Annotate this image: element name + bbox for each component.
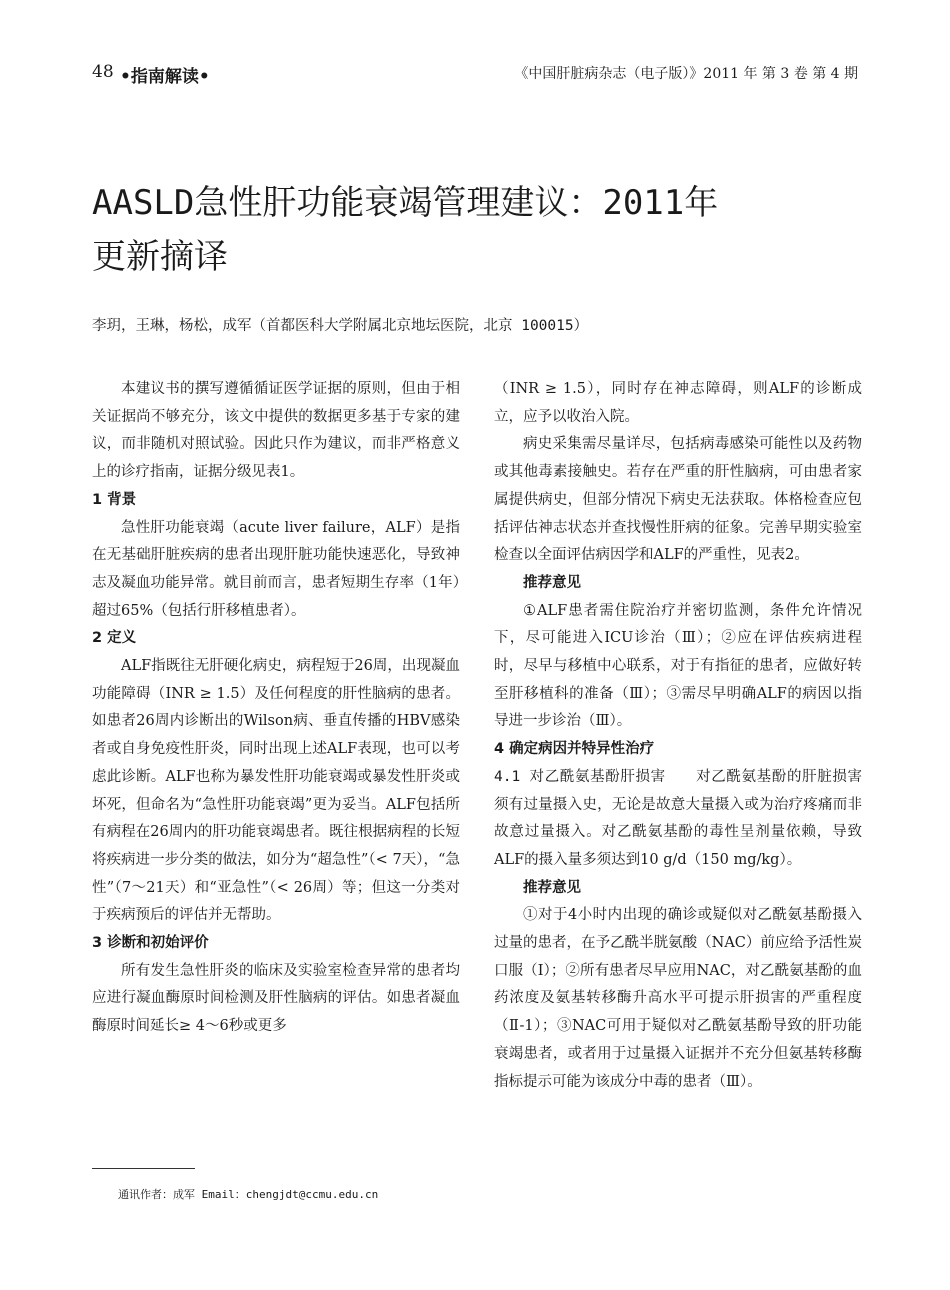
section-heading-diagnosis: 3 诊断和初始评价: [92, 935, 209, 952]
footnote-divider: [92, 1168, 195, 1169]
diagnosis-paragraph: 所有发生急性肝炎的临床及实验室检查异常的患者均应进行凝血酶原时间检测及肝性脑病的评估。如患者凝血酶原时间延长≥ 4～6秒或更多: [92, 962, 460, 1035]
section-heading-definition: 2 定义: [92, 630, 137, 647]
correspondence-footnote: 通讯作者：成军 Email：chengjdt@ccmu.edu.cn: [118, 1188, 379, 1201]
subsection-label: 4.1 对乙酰氨基酚肝损害: [494, 768, 666, 785]
intro-paragraph: 本建议书的撰写遵循循证医学证据的原则，但由于相关证据尚不够充分，该文中提供的数据更多基于专家的建议，而非随机对照试验。因此只作为建议，而非严格意义上的诊疗指南，证据分级见表1。: [92, 381, 460, 481]
section-heading-background: 1 背景: [92, 491, 137, 508]
recommendation-paragraph: ①ALF患者需住院治疗并密切监测，条件允许情况下，尽可能进入ICU诊治（Ⅲ）；②应在评估疾病进程时，尽早与移植中心联系，对于有指征的患者，应做好转至肝移植科的准备（Ⅲ）；③需尽早明确ALF的病因以指导进一步诊治（Ⅲ）。: [494, 602, 862, 730]
recommendation-heading: 推荐意见: [523, 879, 581, 896]
background-paragraph: 急性肝功能衰竭（acute liver failure，ALF）是指在无基础肝脏疾病的患者出现肝脏功能快速恶化，导致神志及凝血功能异常。就目前而言，患者短期生存率（1年）超过65%（包括行肝移植患者）。: [92, 519, 460, 619]
section-heading-etiology: 4 确定病因并特异性治疗: [494, 741, 655, 758]
page-number: 48: [92, 62, 114, 82]
definition-paragraph: ALF指既往无肝硬化病史，病程短于26周，出现凝血功能障碍（INR ≥ 1.5）及任何程度的肝性脑病的患者。如患者26周内诊断出的Wilson病、垂直传播的HBV感染者或自身免疫性肝炎，同时出现上述ALF表现，也可以考虑此诊断。ALF也称为暴发性肝功能衰竭或暴发性肝炎或坏死，但命名为“急性肝功能衰竭”更为妥当。ALF包括所有病程在26周内的肝功能衰竭患者。既往根据病程的长短将疾病进一步分类的做法，如分为“超急性”（< 7天），“急性”（7～21天）和“亚急性”（< 26周）等；但这一分类对于疾病预后的评估并无帮助。: [92, 658, 460, 924]
journal-citation: 《中国肝脏病杂志（电子版）》2011 年 第 3 卷 第 4 期: [514, 66, 858, 82]
subsection-text: 对乙酰氨基酚的肝脏损害须有过量摄入史，无论是故意大量摄入或为治疗疼痛而非故意过量摄入。对乙酰氨基酚的毒性呈剂量依赖，导致ALF的摄入量多须达到10 g/d（150 mg/kg）。: [494, 768, 863, 868]
section-label: •指南解读•: [120, 67, 210, 87]
recommendation-heading: 推荐意见: [523, 574, 581, 591]
recommendation-paragraph: ①对于4小时内出现的确诊或疑似对乙酰氨基酚摄入过量的患者，在予乙酰半胱氨酸（NAC）前应给予活性炭口服（Ⅰ）；②所有患者尽早应用NAC，对乙酰氨基酚的血药浓度及氨基转移酶升高水平可提示肝损害的严重程度（Ⅱ-1）；③NAC可用于疑似对乙酰氨基酚导致的肝功能衰竭患者，或者用于过量摄入证据并不充分但氨基转移酶指标提示可能为该成分中毒的患者（Ⅲ）。: [494, 907, 862, 1090]
acetaminophen-paragraph: [494, 764, 862, 875]
left-column: [92, 376, 460, 1041]
diagnosis-paragraph-continued: （INR ≥ 1.5），同时存在神志障碍，则ALF的诊断成立，应予以收治入院。: [494, 381, 862, 425]
article-title: AASLD急性肝功能衰竭管理建议：2011年更新摘译: [92, 183, 719, 277]
author-affiliation: 李玥，王琳，杨松，成军（首都医科大学附属北京地坛医院，北京 100015）: [92, 318, 589, 334]
right-column: [494, 376, 862, 1096]
running-header: [92, 62, 858, 86]
history-paragraph: 病史采集需尽量详尽，包括病毒感染可能性以及药物或其他毒素接触史。若存在严重的肝性脑病，可由患者家属提供病史，但部分情况下病史无法获取。体格检查应包括评估神志状态并查找慢性肝病的征象。完善早期实验室检查以全面评估病因学和ALF的严重性，见表2。: [494, 436, 862, 564]
